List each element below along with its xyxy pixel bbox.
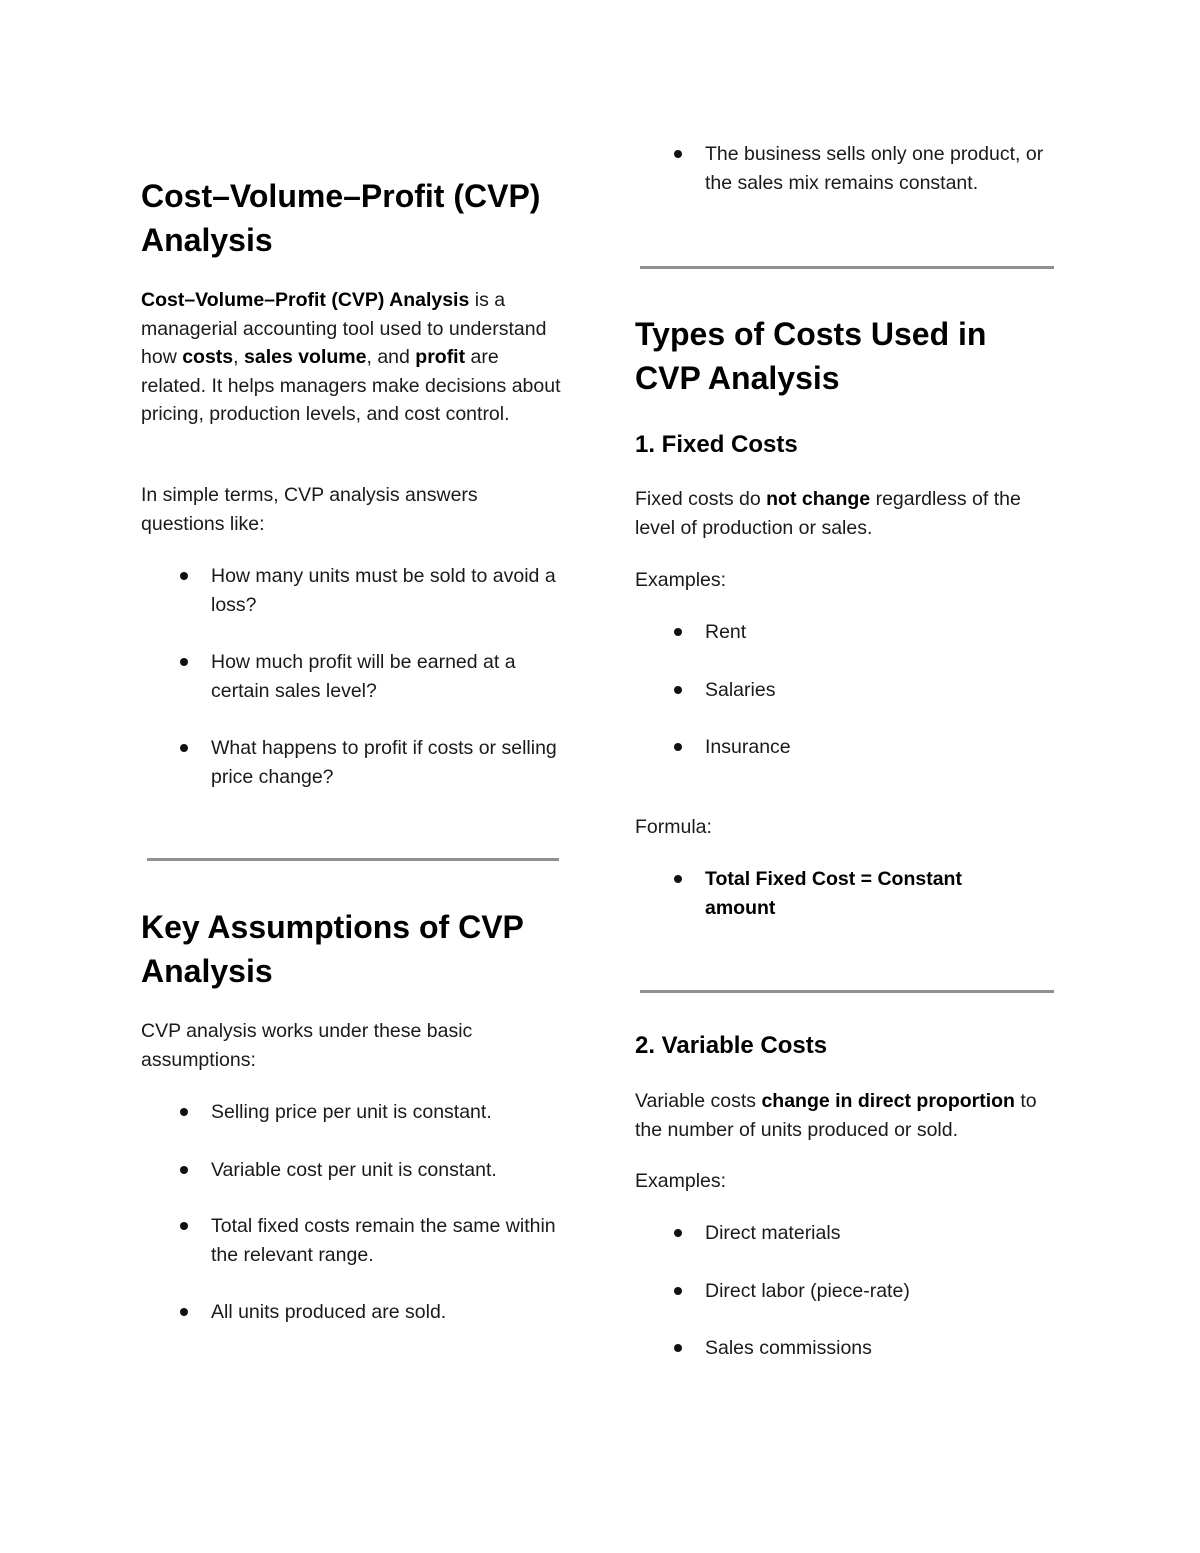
assumptions-intro: CVP analysis works under these basic assumptions: (141, 1020, 473, 1071)
assumptions-title: Key Assumptions of CVP Analysis (141, 909, 524, 989)
list-item: Rent (705, 618, 746, 647)
list-item: Selling price per unit is constant. (211, 1098, 561, 1127)
list-item: How much profit will be earned at a certain sales level? (211, 648, 561, 705)
formula-text: Total Fixed Cost = Constant amount (705, 868, 962, 919)
list-item: Direct labor (piece-rate) (705, 1277, 910, 1306)
variable-costs-heading: 2. Variable Costs (635, 1032, 828, 1059)
list-item: Total fixed costs remain the same within the relevant range. (211, 1212, 561, 1269)
intro-text-1: is a managerial accounting tool used to understand how (141, 289, 547, 368)
section-divider (640, 990, 1054, 993)
bullet-icon (674, 1229, 682, 1237)
bullet-icon (180, 744, 188, 752)
intro-sales-volume: sales volume (244, 346, 367, 368)
list-item: Insurance (705, 733, 791, 762)
bullet-icon (180, 658, 188, 666)
bullet-icon (674, 743, 682, 751)
bullet-icon (674, 686, 682, 694)
variable-examples-label: Examples: (635, 1170, 727, 1192)
bullet-icon (180, 1222, 188, 1230)
fixed-examples-label: Examples: (635, 569, 727, 591)
bullet-icon (180, 1108, 188, 1116)
variable-costs-description: Variable costs change in direct proportion to the number of units produced or sold. (635, 1090, 1037, 1141)
bullet-icon (674, 1287, 682, 1295)
intro-text-4: are related. It helps managers make decisions about pricing, production levels, and cost control. (141, 346, 561, 425)
fixed-costs-emphasis: not change (766, 488, 871, 510)
types-title: Types of Costs Used in CVP Analysis (635, 316, 987, 396)
intro-profit: profit (415, 346, 466, 368)
intro-text-3: , and (366, 346, 416, 368)
section-divider (147, 858, 559, 861)
formula-label: Formula: (635, 816, 712, 838)
list-item: How many units must be sold to avoid a loss? (211, 562, 561, 619)
list-item: Salaries (705, 676, 775, 705)
simple-terms-paragraph: In simple terms, CVP analysis answers questions like: (141, 484, 478, 535)
list-item: Variable cost per unit is constant. (211, 1156, 561, 1185)
bullet-icon (674, 875, 682, 883)
bullet-icon (180, 572, 188, 580)
fixed-costs-heading: 1. Fixed Costs (635, 431, 798, 458)
intro-paragraph (141, 286, 561, 429)
bullet-icon (674, 628, 682, 636)
bullet-icon (674, 1344, 682, 1352)
intro-term: Cost–Volume–Profit (CVP) Analysis (141, 289, 470, 311)
list-item: What happens to profit if costs or selling price change? (211, 734, 561, 791)
list-item: Sales commissions (705, 1334, 872, 1363)
list-item: All units produced are sold. (211, 1298, 561, 1327)
intro-text-2: , (233, 346, 244, 368)
section-divider (640, 266, 1054, 269)
bullet-icon (674, 150, 682, 158)
fixed-costs-description: Fixed costs do not change regardless of the level of production or sales. (635, 488, 1021, 539)
list-item: The business sells only one product, or the sales mix remains constant. (705, 140, 1065, 197)
bullet-icon (180, 1166, 188, 1174)
list-item: Direct materials (705, 1219, 840, 1248)
page-title: Cost–Volume–Profit (CVP) Analysis (141, 178, 541, 258)
list-item (705, 865, 1005, 922)
variable-costs-emphasis: change in direct proportion (761, 1090, 1015, 1112)
intro-costs: costs (182, 346, 234, 368)
bullet-icon (180, 1308, 188, 1316)
